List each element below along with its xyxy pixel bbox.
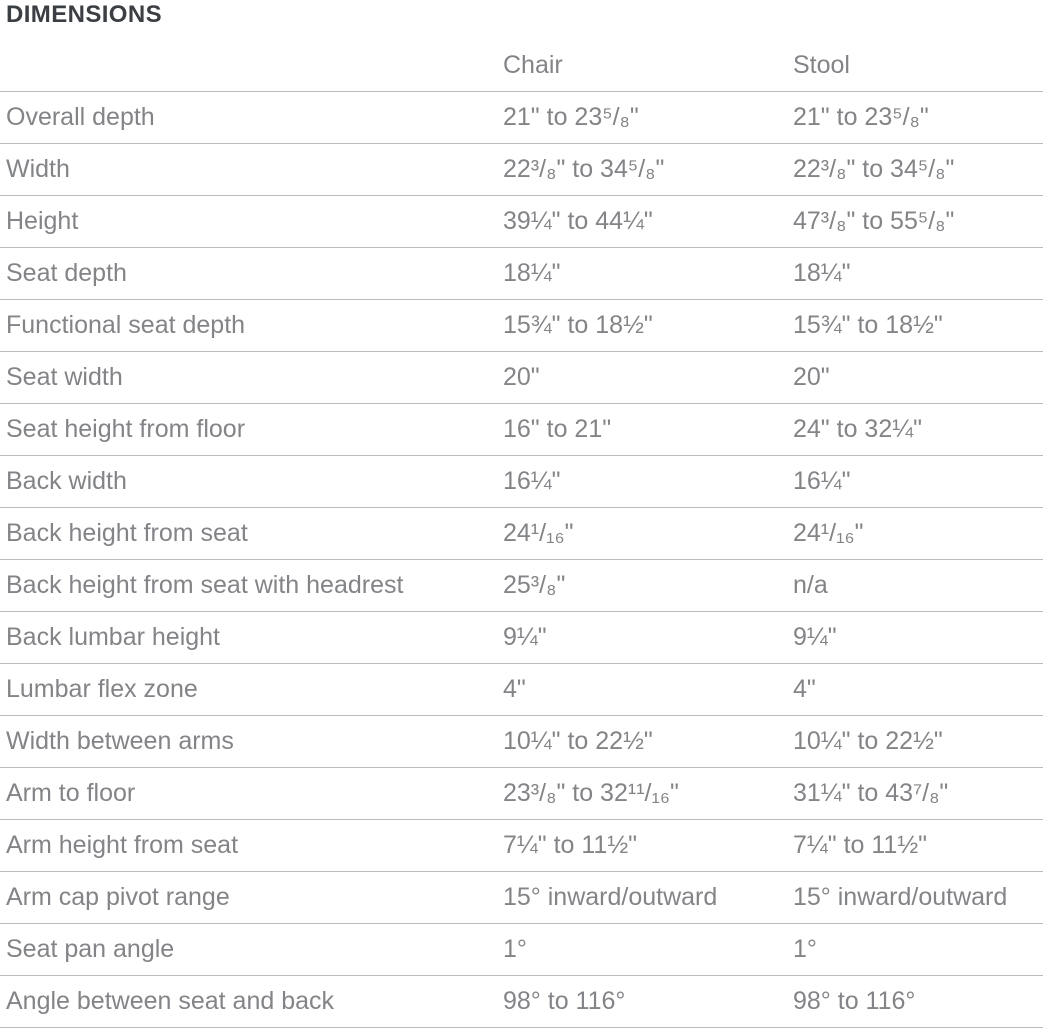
row-stool-value: 24¹/₁₆" [793, 519, 864, 547]
row-chair-value: 15¾" to 18½" [503, 311, 653, 339]
row-label: Width between arms [6, 727, 234, 755]
row-label: Width [6, 155, 70, 183]
table-row [0, 144, 1043, 196]
row-chair-value: 4" [503, 675, 526, 703]
row-stool-value: 4" [793, 675, 816, 703]
row-chair-value: 39¼" to 44¼" [503, 207, 653, 235]
table-row [0, 664, 1043, 716]
row-label: Functional seat depth [6, 311, 246, 339]
row-label: Back height from seat [6, 519, 248, 547]
table-row [0, 872, 1043, 924]
row-label: Arm height from seat [6, 831, 239, 859]
row-stool-value: n/a [793, 571, 828, 599]
row-stool-value: 24" to 32¼" [793, 415, 922, 443]
table-row [0, 716, 1043, 768]
table-row [0, 612, 1043, 664]
table-row [0, 456, 1043, 508]
row-label: Arm to floor [6, 779, 136, 807]
table-row [0, 248, 1043, 300]
row-stool-value: 10¼" to 22½" [793, 727, 943, 755]
row-chair-value: 1° [503, 935, 527, 963]
row-stool-value: 20" [793, 363, 830, 391]
table-row [0, 508, 1043, 560]
row-stool-value: 15¾" to 18½" [793, 311, 943, 339]
row-stool-value: 22³/₈" to 34⁵/₈" [793, 155, 955, 183]
table-row [0, 404, 1043, 456]
row-label: Back height from seat with headrest [6, 571, 404, 599]
row-chair-value: 24¹/₁₆" [503, 519, 574, 547]
dimensions-table [0, 40, 1043, 1028]
row-chair-value: 20" [503, 363, 540, 391]
page-title: DIMENSIONS [6, 1, 163, 28]
row-chair-value: 10¼" to 22½" [503, 727, 653, 755]
row-label: Seat width [6, 363, 123, 391]
row-stool-value: 1° [793, 935, 817, 963]
row-label: Height [6, 207, 79, 235]
row-stool-value: 21" to 23⁵/₈" [793, 103, 929, 131]
row-chair-value: 22³/₈" to 34⁵/₈" [503, 155, 665, 183]
row-label: Back lumbar height [6, 623, 221, 651]
row-label: Seat pan angle [6, 935, 175, 963]
row-stool-value: 15° inward/outward [793, 883, 1008, 911]
row-stool-value: 47³/₈" to 55⁵/₈" [793, 207, 955, 235]
row-chair-value: 16" to 21" [503, 415, 612, 443]
row-chair-value: 9¼" [503, 623, 547, 651]
row-chair-value: 23³/₈" to 32¹¹/₁₆" [503, 779, 679, 807]
table-row [0, 768, 1043, 820]
row-label: Overall depth [6, 103, 155, 131]
row-label: Arm cap pivot range [6, 883, 230, 911]
table-row [0, 560, 1043, 612]
table-header-row [0, 40, 1043, 92]
row-chair-value: 7¼" to 11½" [503, 831, 638, 859]
row-label: Seat height from floor [6, 415, 246, 443]
header-stool-cell: Stool [793, 51, 850, 79]
row-chair-value: 18¼" [503, 259, 561, 287]
row-chair-value: 16¼" [503, 467, 561, 495]
table-row [0, 976, 1043, 1028]
row-chair-value: 21" to 23⁵/₈" [503, 103, 639, 131]
row-stool-value: 9¼" [793, 623, 837, 651]
table-row [0, 924, 1043, 976]
row-label: Seat depth [6, 259, 127, 287]
row-stool-value: 16¼" [793, 467, 851, 495]
row-label: Lumbar flex zone [6, 675, 198, 703]
header-chair-cell: Chair [503, 51, 563, 79]
row-stool-value: 7¼" to 11½" [793, 831, 928, 859]
table-row [0, 196, 1043, 248]
row-label: Back width [6, 467, 127, 495]
row-stool-value: 31¼" to 43⁷/₈" [793, 779, 949, 807]
row-stool-value: 18¼" [793, 259, 851, 287]
row-label: Angle between seat and back [6, 987, 335, 1015]
row-chair-value: 25³/₈" [503, 571, 566, 599]
table-row [0, 92, 1043, 144]
table-row [0, 352, 1043, 404]
row-chair-value: 98° to 116° [503, 987, 626, 1015]
row-chair-value: 15° inward/outward [503, 883, 718, 911]
table-row [0, 820, 1043, 872]
row-stool-value: 98° to 116° [793, 987, 916, 1015]
table-row [0, 300, 1043, 352]
table-body [0, 92, 1043, 1028]
